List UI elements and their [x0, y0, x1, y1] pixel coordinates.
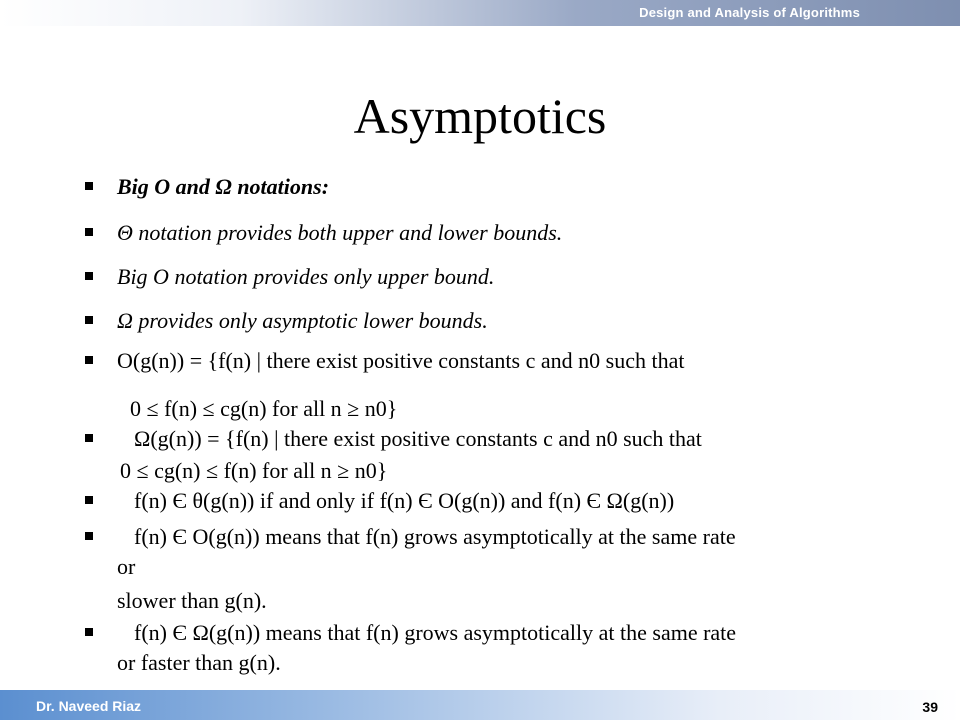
bullet-square [85, 496, 93, 504]
bullet-text-9: f(n) Є Ω(g(n)) means that f(n) grows asymptotically at the same rate [134, 620, 737, 645]
bullet-text-6: Ω(g(n)) = {f(n) | there exist positive constants c and n0 such that [134, 426, 702, 451]
bullet-text-7: f(n) Є θ(g(n)) if and only if f(n) Є O(g(n)) and f(n) Є Ω(g(n)) [134, 488, 675, 513]
bullet-square [85, 182, 93, 190]
bullet-text-1: Big O and Ω notations: [117, 174, 330, 199]
bullet-square [85, 628, 93, 636]
bullet-square [85, 434, 93, 442]
bullet-text-6-continued: 0 ≤ cg(n) ≤ f(n) for all n ≥ n0} [120, 458, 388, 483]
bullet-text-8-line3: slower than g(n). [117, 588, 267, 613]
bullet-text-2: Θ notation provides both upper and lower bounds. [117, 220, 563, 245]
bullet-square [85, 228, 93, 236]
bullet-text-8: f(n) Є O(g(n)) means that f(n) grows asymptotically at the same rate [134, 524, 736, 549]
bullet-square [85, 532, 93, 540]
bullet-text-3: Big O notation provides only upper bound. [117, 264, 495, 289]
bullet-square [85, 272, 93, 280]
course-title: Design and Analysis of Algorithms [639, 5, 860, 20]
footer-bar [0, 690, 960, 720]
author-name: Dr. Naveed Riaz [36, 698, 142, 714]
bullet-square [85, 356, 93, 364]
bullet-text-4: Ω provides only asymptotic lower bounds. [117, 308, 488, 333]
page-number: 39 [922, 699, 938, 715]
bullet-text-5-continued: 0 ≤ f(n) ≤ cg(n) for all n ≥ n0} [130, 396, 398, 421]
header-bar [0, 0, 960, 26]
bullet-text-9-line2: or faster than g(n). [117, 650, 281, 675]
bullet-text-8-line2: or [117, 554, 136, 579]
bullet-text-5: O(g(n)) = {f(n) | there exist positive constants c and n0 such that [117, 348, 685, 373]
bullet-square [85, 316, 93, 324]
slide-title: Asymptotics [353, 88, 607, 144]
